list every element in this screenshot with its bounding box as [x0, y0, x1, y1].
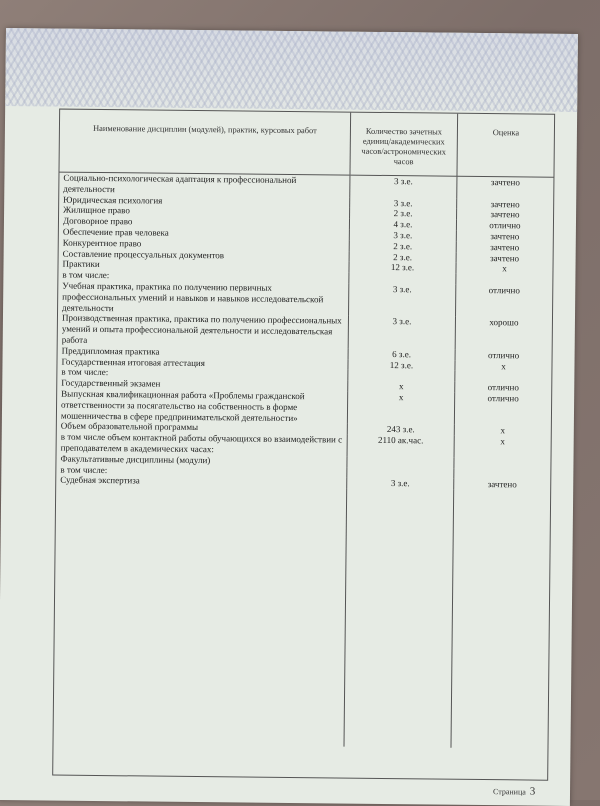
grade-cell: х — [500, 436, 506, 447]
page-label: Страница — [492, 787, 526, 797]
discipline-cell: Государственный экзамен — [61, 377, 161, 389]
grade-cell: зачтено — [490, 241, 520, 253]
discipline-cell: в том числе: — [60, 464, 108, 475]
guilloche-border-pattern — [5, 28, 578, 112]
discipline-cell: Составление процессуальных документов — [62, 248, 225, 260]
discipline-cell: Судебная экспертиза — [60, 474, 140, 486]
discipline-cell: в том числе: — [61, 366, 109, 378]
credits-cell: 6 з.е. — [348, 348, 455, 360]
credits-cell: 3 з.е. — [349, 284, 456, 318]
table-row — [57, 388, 551, 426]
credits-cell: 12 з.е. — [348, 359, 455, 371]
empty-table-space — [54, 486, 551, 749]
credits-cell: 2 з.е. — [349, 251, 456, 263]
credits-cell: 2110 ак.час. — [347, 435, 454, 458]
credits-cell: х — [348, 381, 455, 393]
discipline-cell: Договорное право — [62, 215, 133, 227]
credits-cell: 12 з.е. — [349, 262, 456, 274]
grade-cell: хорошо — [489, 317, 519, 328]
page-footer — [493, 785, 535, 797]
table-row — [58, 313, 552, 351]
grade-cell: отлично — [487, 393, 519, 404]
discipline-cell: Конкурентное право — [62, 237, 142, 249]
credits-cell: 3 з.е. — [350, 175, 457, 198]
grade-cell: отлично — [488, 285, 520, 296]
grade-cell: зачтено — [487, 479, 517, 490]
discipline-cell: Жилищное право — [63, 204, 130, 216]
discipline-cell: Государственная итоговая аттестация — [61, 356, 205, 368]
diploma-supplement-page — [0, 28, 578, 806]
credits-cell: 3 з.е. — [347, 478, 454, 490]
grade-cell: х — [502, 263, 507, 274]
discipline-cell: Производственная практика, практика по получению профессиональных умений и опыта профессиональной деятельности и исследовательская работа — [61, 312, 342, 345]
grade-cell: зачтено — [490, 231, 520, 242]
grade-cell: зачтено — [490, 252, 520, 263]
table-header-row — [59, 110, 554, 178]
discipline-cell: Юридическая психология — [63, 194, 163, 206]
discipline-cell: Объем образовательной программы — [60, 420, 199, 433]
grade-cell: зачтено — [490, 209, 520, 220]
credits-cell: х — [347, 392, 454, 426]
discipline-cell: Практики — [62, 258, 100, 270]
grade-cell: отлично — [487, 349, 520, 361]
discipline-cell: Социально-психологическая адаптация к профессиональной деятельности — [63, 172, 297, 194]
disciplines-table — [54, 110, 555, 749]
discipline-cell: Выпускная квалификационная работа «Проблемы гражданской ответственности за посягательство на собственность в форме мошенничества в сфере предпринимательской деятельности» — [60, 388, 305, 423]
discipline-cell: Учебная практика, практика по получению первичных профессиональных умений и навыков и навыков исследовательской деятельности — [62, 280, 324, 313]
credits-cell: 3 з.е. — [350, 197, 457, 209]
credits-cell: 4 з.е. — [349, 219, 456, 231]
grade-cell: отлично — [487, 382, 519, 393]
credits-cell: 243 з.е. — [347, 424, 454, 436]
credits-cell: 2 з.е. — [350, 208, 457, 220]
table-row — [58, 281, 552, 319]
discipline-cell: в том числе: — [62, 269, 110, 281]
grade-cell: х — [500, 425, 506, 436]
grade-cell: х — [501, 360, 506, 371]
header-grade: Оценка — [457, 114, 554, 178]
credits-cell: 3 з.е. — [348, 316, 455, 350]
disciplines-table-frame — [52, 109, 555, 781]
credits-cell: 3 з.е. — [349, 230, 456, 242]
header-discipline: Наименование дисциплин (модулей), практик, курсовых работ — [59, 110, 350, 176]
page-number: 3 — [529, 785, 536, 798]
discipline-cell: Обеспечение прав человека — [62, 226, 169, 238]
grade-cell: зачтено — [490, 177, 520, 188]
discipline-cell: Факультативные дисциплины (модули) — [60, 453, 211, 465]
grade-cell: отлично — [489, 220, 521, 231]
discipline-cell: в том числе объем контактной работы обучающихся во взаимодействии с преподавателем в академических часах: — [60, 431, 343, 455]
credits-cell: 2 з.е. — [349, 240, 456, 252]
grade-cell: зачтено — [490, 198, 520, 209]
header-credits: Количество зачетных единиц/академических часов/астрономических часов — [350, 113, 458, 177]
discipline-cell: Преддипломная практика — [61, 345, 160, 357]
